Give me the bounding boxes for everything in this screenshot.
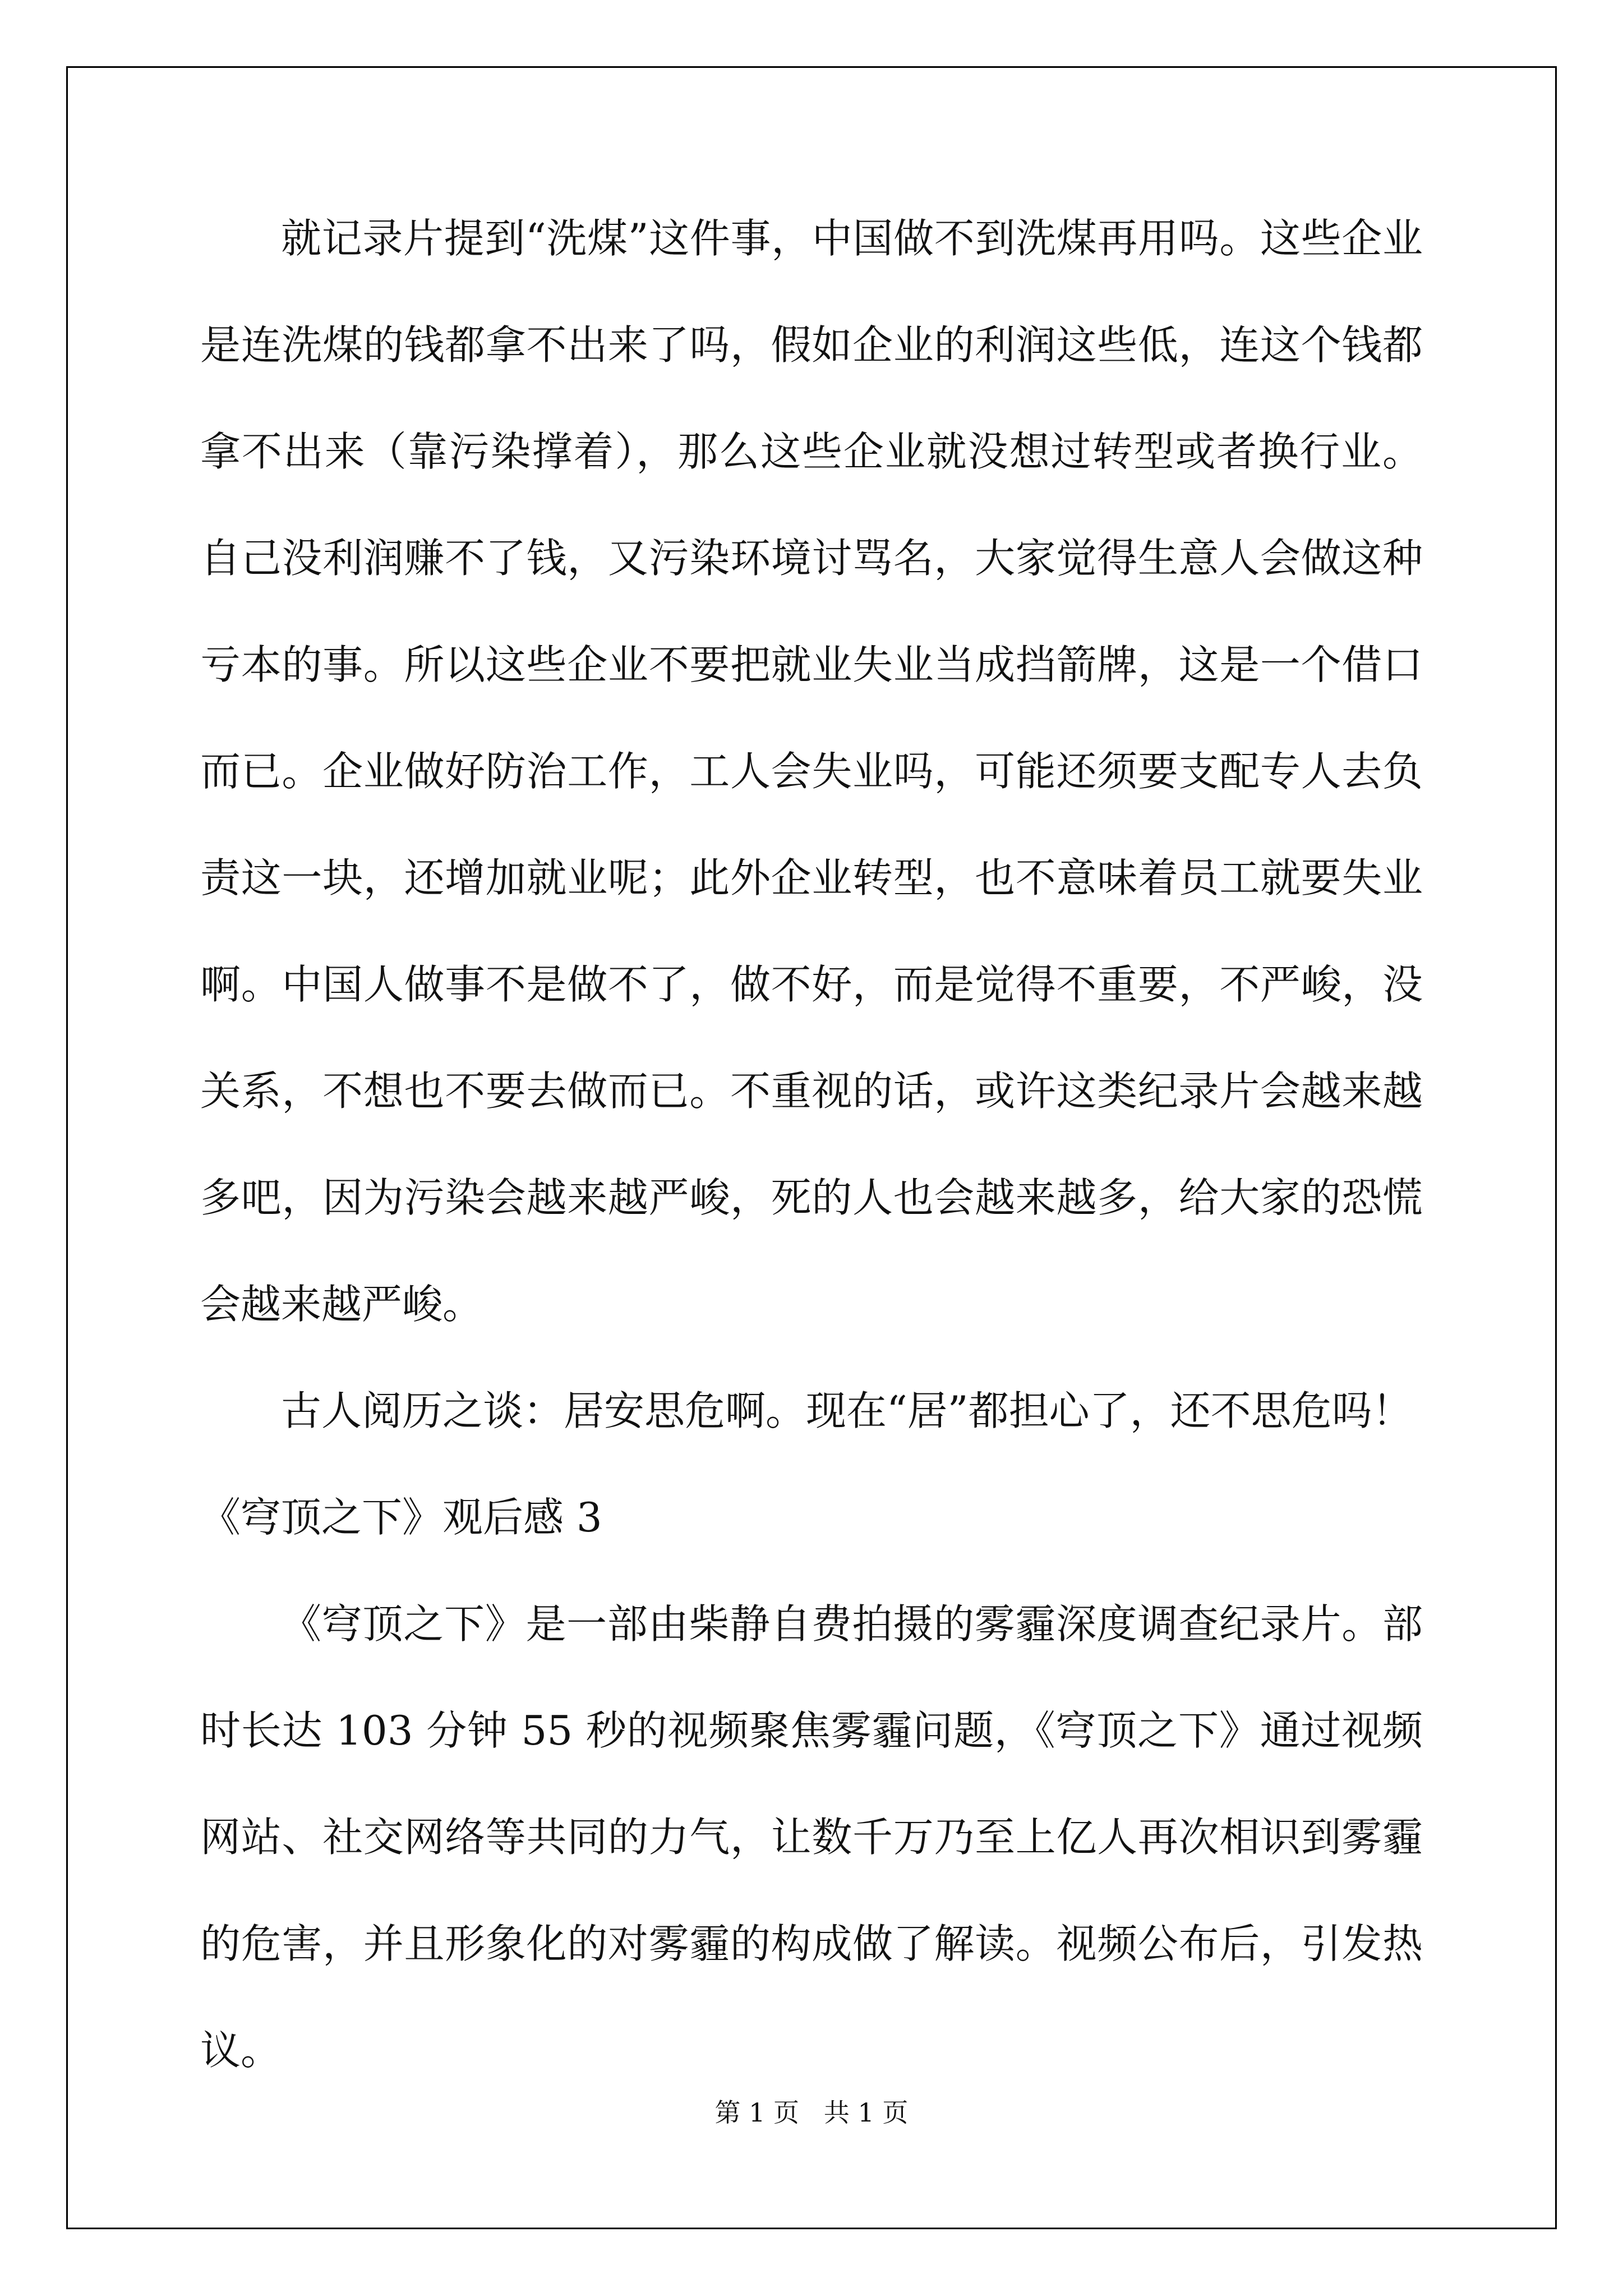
section-heading: 《穹顶之下》观后感 3 — [200, 1494, 602, 1541]
page-footer: 第 1 页 共 1 页 — [714, 2097, 909, 2128]
paragraph-3: 《穹顶之下》是一部由柴静自费拍摄的雾霾深度调查纪录片。部时长达 103 分钟 55 秒的视频聚焦雾霾问题，《穹顶之下》通过视频网站、社交网络等共同的力气，让数千万乃至上亿人再次相识到雾霾的危害，并且形象化的对雾霾的构成做了解读。视频公布后，引发热议。 — [200, 1600, 1423, 2074]
paragraph-2: 古人阅历之谈：居安思危啊。现在“居”都担心了，还不思危吗！ — [281, 1387, 1413, 1434]
paragraph-1: 就记录片提到“洗煤”这件事，中国做不到洗煤再用吗。这些企业是连洗煤的钱都拿不出来了吗，假如企业的利润这些低，连这个钱都拿不出来（靠污染撑着），那么这些企业就没想过转型或者换行业。自己没利润赚不了钱，又污染环境讨骂名，大家觉得生意人会做这种亏本的事。所以这些企业不要把就业失业当成挡箭牌，这是一个借口而已。企业做好防治工作，工人会失业吗，可能还须要支配专人去负责这一块，还增加就业呢；此外企业转型，也不意味着员工就要失业啊。中国人做事不是做不了，做不好，而是觉得不重要，不严峻，没关系，不想也不要去做而已。不重视的话，或许这类纪录片会越来越多吧，因为污染会越来越严峻，死的人也会越来越多，给大家的恐慌会越来越严峻。 — [200, 215, 1423, 1328]
document-body — [200, 185, 1423, 2104]
